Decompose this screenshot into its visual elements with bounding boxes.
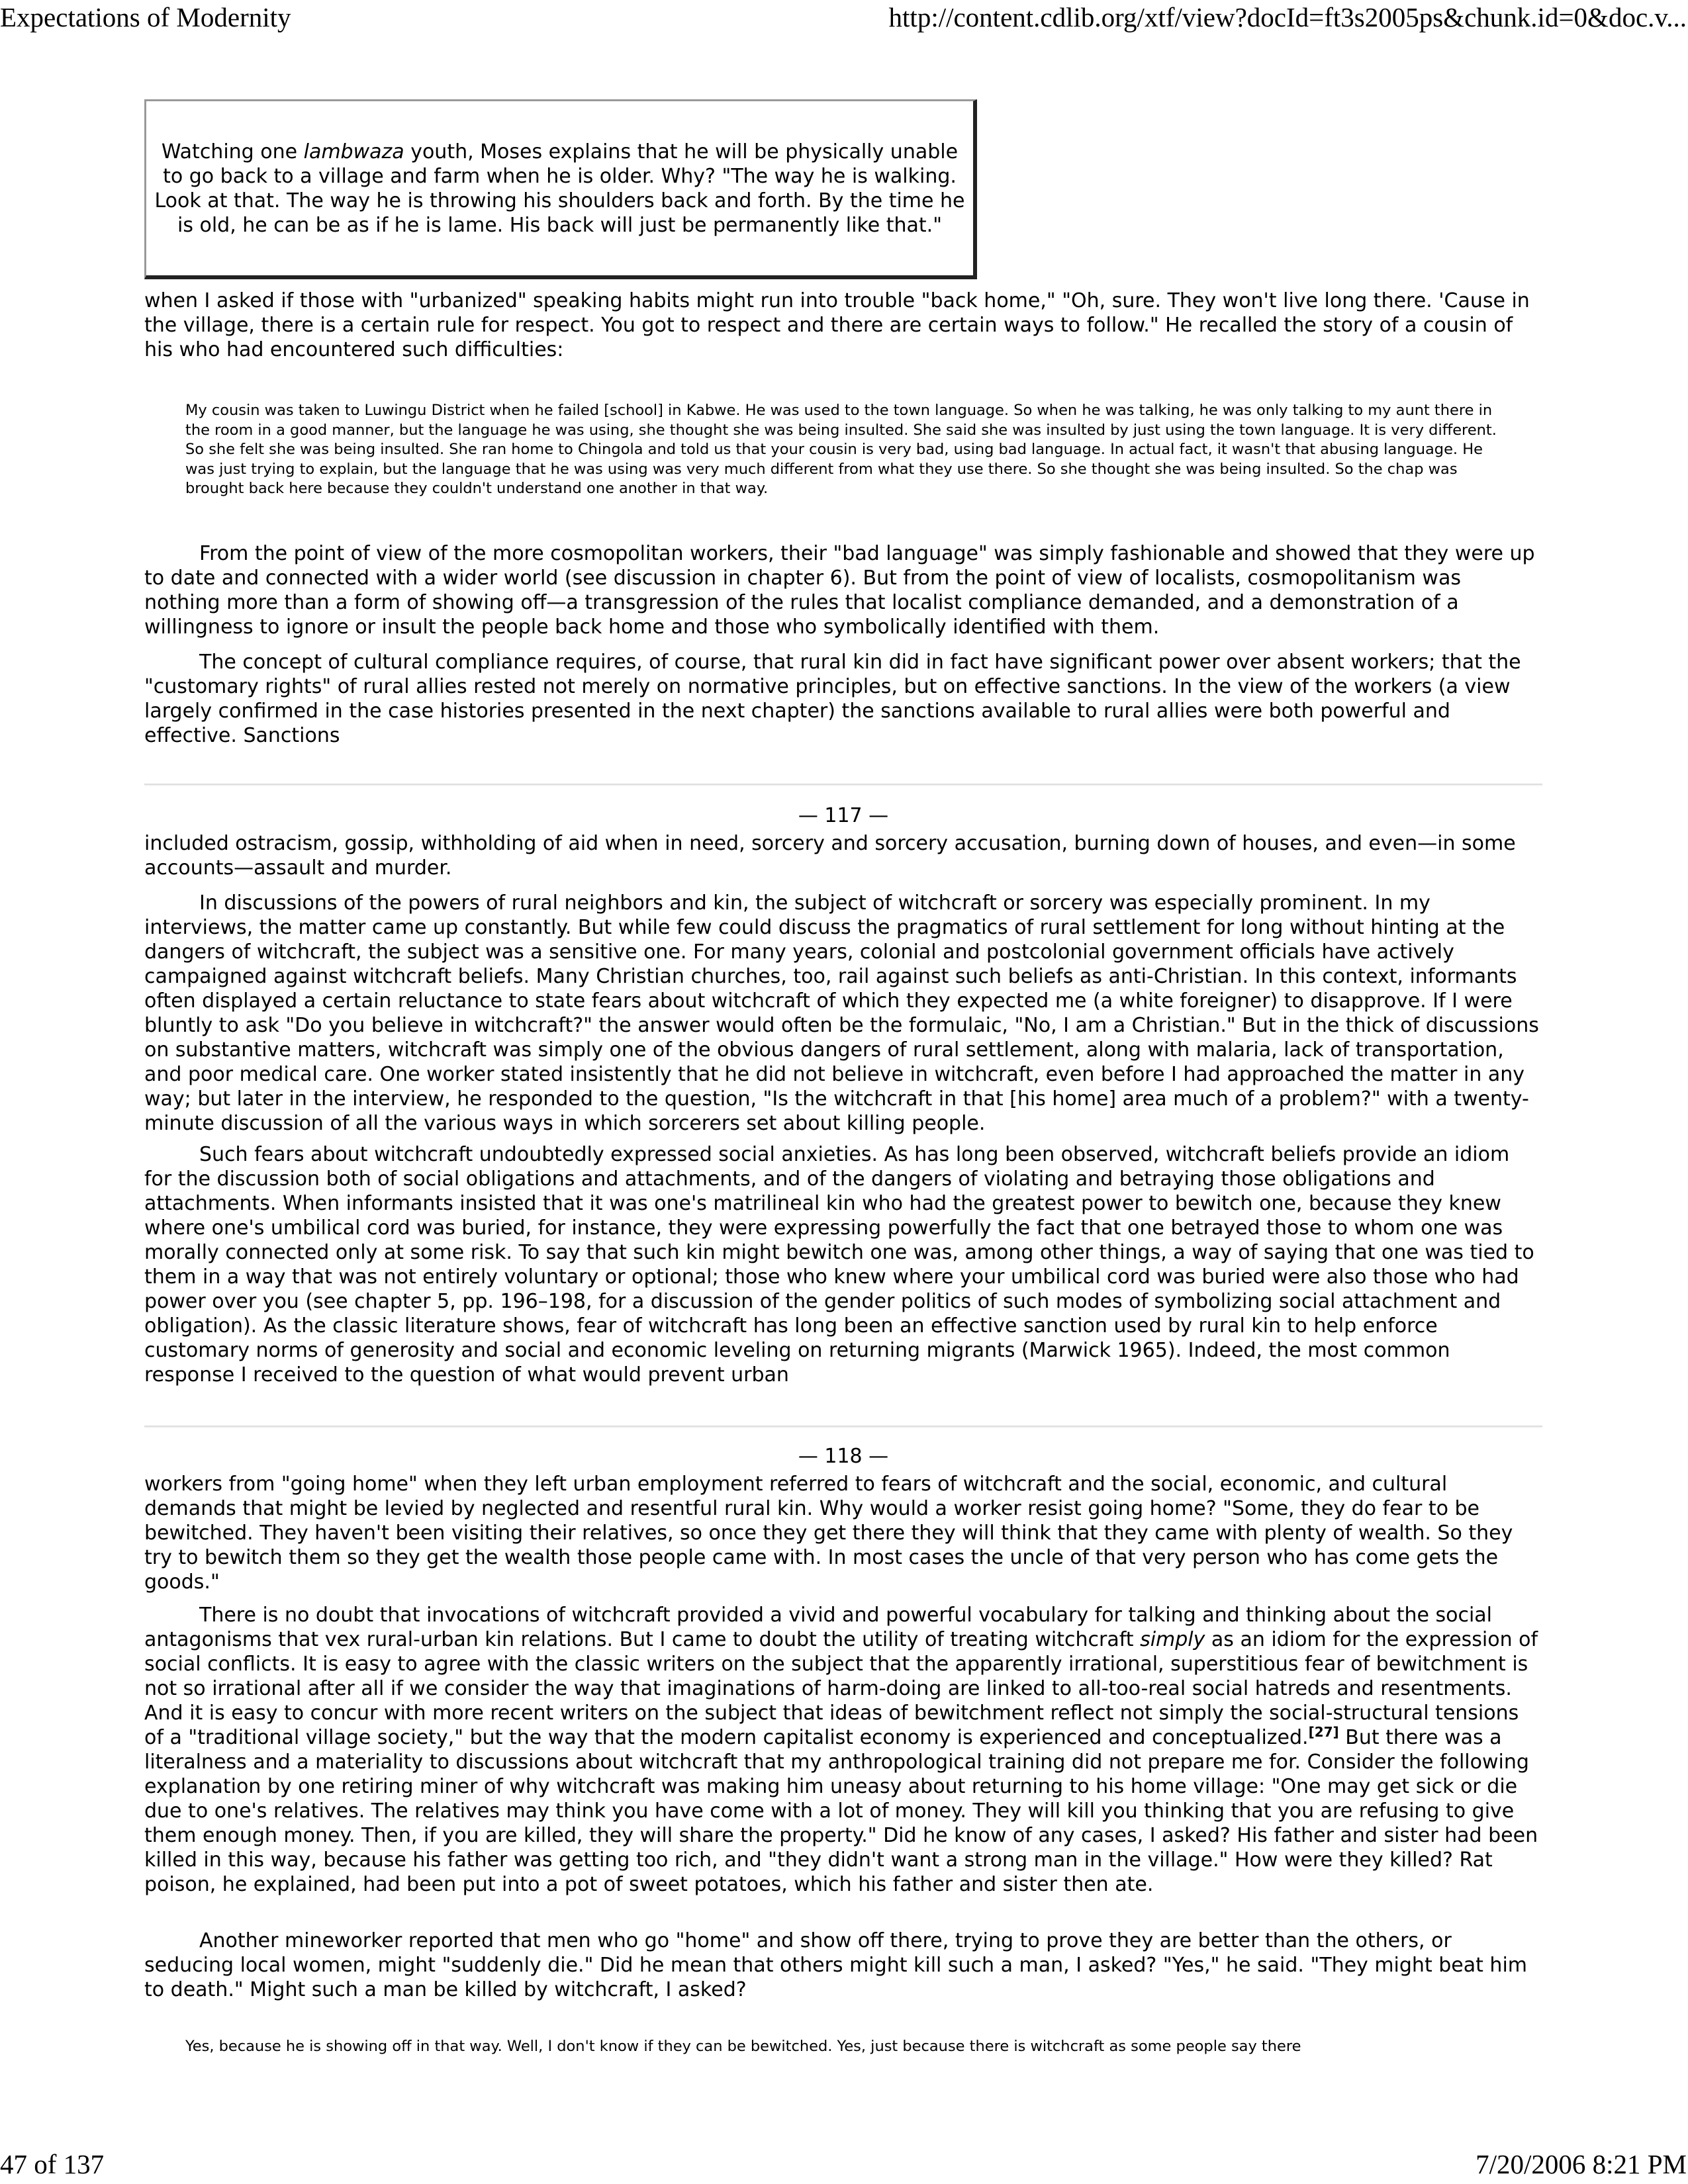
page-number: — 117 —	[798, 804, 889, 827]
caption-start: Watching one	[161, 140, 304, 163]
paragraph: Such fears about witchcraft undoubtedly expressed social anxieties. As has long been observed, witchcraft beliefs provide an idiom for the discussion both of social obligations and attachments, and of the dangers of violating and betraying those obligations and attachments. When informants insisted that it was one's matrilineal kin who had the greatest power to bewitch one, because they knew where one's umbilical cord was buried, for instance, they were expressing powerfully the fact that one betrayed those to whom one was morally connected only at some risk. To say that such kin might bewitch one was, among other things, a way of saying that one was tied to them in a way that was not entirely voluntary or optional; those who knew where your umbilical cord was buried were also those who had power over you (see chapter 5, pp. 196–198, for a discussion of the gender politics of such modes of symbolizing social attachment and obligation). As the classic literature shows, fear of witchcraft has long been an effective sanction used by rural kin to help enforce customary norms of generosity and social and economic leveling on returning migrants (Marwick 1965). Indeed, the most common response I received to the question of what would prevent urban	[144, 1143, 1534, 1387]
paragraph: workers from "going home" when they left urban employment referred to fears of witchcraft and the social, economic, and cultural demands that might be levied by neglected and resentful rural kin. Why would a worker resist going home? "Some, they do fear to be bewitched. They haven't been visiting their relatives, so once they get there they will think that they came with plenty of wealth. So they try to bewitch them so they get the wealth those people came with. In most cases the uncle of that very person who has come gets the goods."	[144, 1473, 1513, 1594]
photo-caption-box	[144, 99, 977, 279]
text-run: But there was a literalness and a materiality to discussions about witchcraft that my anthropological training did not prepare me for. Consider the following explanation by one retiring miner of why witchcraft was making him uneasy about returning to his home village: "One may get sick or die due to one's relatives. The relatives may think you have come with a lot of money. They will kill you thinking that you are refusing to give them enough money. Then, if you are killed, they will share the property." Did he know of any cases, I asked? His father and sister had been killed in this way, because his father was getting too rich, and "they didn't want a strong man in the village." How were they killed? Rat poison, he explained, had been put into a pot of sweet potatoes, which his father and sister then ate.	[144, 1726, 1538, 1896]
block-quote: Yes, because he is showing off in that way. Well, I don't know if they can be bewitched. Yes, just because there is witchcraft as some people say there	[185, 2038, 1301, 2055]
footnote-link[interactable]: [27]	[1308, 1724, 1339, 1740]
paragraph: From the point of view of the more cosmopolitan workers, their "bad language" was simply fashionable and showed that they were up to date and connected with a wider world (see discussion in chapter 6). But from the point of view of localists, cosmopolitanism was nothing more than a form of showing off—a transgression of the rules that localist compliance demanded, and a demonstration of a willingness to ignore or insult the people back home and those who symbolically identified with them.	[144, 542, 1535, 639]
paragraph	[144, 1603, 1542, 1897]
document-title: Expectations of Modernity	[0, 2, 291, 32]
paragraph: when I asked if those with "urbanized" speaking habits might run into trouble "back home," "Oh, sure. They won't live long there. 'Cause in the village, there is a certain rule for respect. You got to respect and there are certain ways to follow." He recalled the story of a cousin of his who had encountered such difficulties:	[144, 289, 1530, 361]
paragraph: The concept of cultural compliance requires, of course, that rural kin did in fact have significant power over absent workers; that the "customary rights" of rural allies rested not merely on normative principles, but on effective sanctions. In the view of the workers (a view largely confirmed in the case histories presented in the next chapter) the sanctions available to rural allies were both powerful and effective. Sanctions	[144, 651, 1521, 747]
page-url: http://content.cdlib.org/xtf/view?docId=ft3s2005ps&chunk.id=0&doc.v...	[888, 2, 1687, 32]
paragraph: included ostracism, gossip, withholding of aid when in need, sorcery and sorcery accusation, burning down of houses, and even—in some accounts—assault and murder.	[144, 832, 1516, 880]
block-quote: My cousin was taken to Luwingu District when he failed [school] in Kabwe. He was used to the town language. So when he was talking, he was only talking to my aunt there in the room in a good manner, but the language he was using, she thought she was being insulted. She said she was insulted by just using the town language. It is very different. So she felt she was being insulted. She ran home to Chingola and told us that your cousin is very bad, using bad language. In actual fact, it wasn't that abusing language. He was just trying to explain, but the language that he was using was very much different from what they use there. So she thought she was being insulted. So the chap was brought back here because they couldn't understand one another in that way.	[185, 402, 1497, 497]
paragraph: In discussions of the powers of rural neighbors and kin, the subject of witchcraft or sorcery was especially prominent. In my interviews, the matter came up constantly. But while few could discuss the pragmatics of rural settlement for long without hinting at the dangers of witchcraft, the subject was a sensitive one. For many years, colonial and postcolonial government officials have actively campaigned against witchcraft beliefs. Many Christian churches, too, rail against such beliefs as anti-Christian. In this context, informants often displayed a certain reluctance to state fears about witchcraft of which they expected me (a white foreigner) to disapprove. If I were bluntly to ask "Do you believe in witchcraft?" the answer would often be the formulaic, "No, I am a Christian." But in the thick of discussions on substantive matters, witchcraft was simply one of the obvious dangers of rural settlement, along with malaria, lack of transportation, and poor medical care. One worker stated insistently that he did not believe in witchcraft, even before I had approached the matter in any way; but later in the interview, he responded to the question, "Is the witchcraft in that [his home] area much of a problem?" with a twenty-minute discussion of all the various ways in which sorcerers set about killing people.	[144, 891, 1539, 1135]
page-separator	[144, 1426, 1542, 1428]
page-count: 47 of 137	[0, 2149, 105, 2179]
emphasis: simply	[1140, 1628, 1205, 1651]
caption-end: youth, Moses explains that he will be physically unable to go back to a village and farm when he is older. Why? "The way he is walking. Look at that. The way he is throwing his shoulders back and forth. By the time he is old, he can be as if he is lame. His back will just be permanently like that."	[154, 140, 965, 237]
print-timestamp: 7/20/2006 8:21 PM	[1476, 2149, 1687, 2179]
caption-term: lambwaza	[303, 140, 404, 163]
text-run: as an idiom for the expression of social conflicts. It is easy to agree with the classic writers on the subject that the apparently irrational, superstitious fear of bewitchment is not so irrational after all if we consider the way that imaginations of harm-doing are linked to all-too-real social hatreds and resentments. And it is easy to concur with more recent writers on the subject that ideas of bewitchment reflect not simply the social-structural tensions of a "traditional village society," but the way that the modern capitalist economy is experienced and conceptualized.	[144, 1628, 1538, 1749]
caption-text	[154, 140, 965, 238]
page-number: — 118 —	[798, 1445, 889, 1468]
text-run: There is no doubt that invocations of witchcraft provided a vivid and powerful vocabulary for talking and thinking about the social antagonisms that vex rural-urban kin relations. But I came to doubt the utility of treating witchcraft	[144, 1604, 1493, 1651]
page-separator	[144, 784, 1542, 786]
paragraph: Another mineworker reported that men who go "home" and show off there, trying to prove they are better than the others, or seducing local women, might "suddenly die." Did he mean that others might kill such a man, I asked? "Yes," he said. "They might beat him to death." Might such a man be killed by witchcraft, I asked?	[144, 1929, 1527, 2001]
